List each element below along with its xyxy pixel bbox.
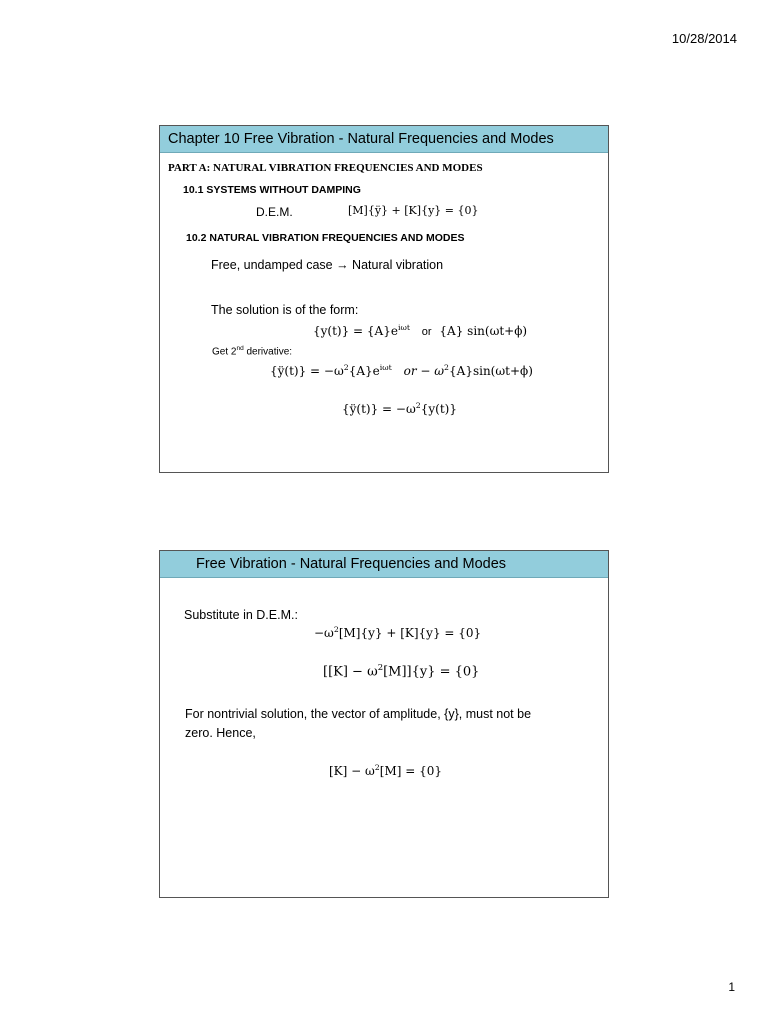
print-date: 10/28/2014 — [671, 31, 737, 46]
equation-2 — [323, 662, 479, 679]
deriv-or: or − ω — [403, 364, 445, 378]
result-equation — [342, 401, 457, 416]
section-10-1-heading: 10.1 SYSTEMS WITHOUT DAMPING — [183, 184, 361, 196]
deriv-square-1: 2 — [343, 363, 349, 372]
second-derivative-sup: nd — [236, 345, 244, 352]
section-10-2-heading: 10.2 NATURAL VIBRATION FREQUENCIES AND MODES — [186, 232, 465, 244]
eq2-part-a: [[K] − ω — [323, 664, 378, 680]
page-number: 1 — [728, 980, 735, 994]
eq1-part-b: [M]{y} + [K]{y} = {0} — [338, 626, 482, 640]
derivative-equation — [270, 363, 533, 378]
eq3-part-b: [M] = {0} — [379, 764, 443, 778]
dem-label: D.E.M. — [256, 205, 293, 219]
free-undamped-line: Free, undamped case → Natural vibration — [211, 258, 444, 272]
solution-exponent: iωt — [397, 323, 410, 332]
dem-equation: [M]{ÿ} + [K]{y} = {0} — [348, 204, 479, 217]
nontrivial-line-2: zero. Hence, — [185, 726, 256, 740]
slide-1-title: Chapter 10 Free Vibration - Natural Frequencies and Modes — [160, 126, 608, 153]
equation-1 — [314, 625, 481, 640]
part-a-heading: PART A: NATURAL VIBRATION FREQUENCIES AND MODES — [168, 162, 483, 174]
eq2-square: 2 — [377, 662, 384, 672]
solution-intro: The solution is of the form: — [211, 303, 359, 317]
result-square: 2 — [415, 401, 421, 410]
solution-eq-part-a: {y(t)} = {A}e — [313, 324, 398, 338]
deriv-eq-part-b: {A}e — [348, 364, 380, 378]
result-eq-part-a: {ÿ(t)} = −ω — [342, 402, 416, 416]
slide-2 — [159, 550, 609, 898]
second-derivative-label — [212, 345, 292, 357]
second-derivative-a: Get 2 — [212, 346, 237, 358]
eq3-part-a: [K] − ω — [329, 764, 375, 778]
eq3-square: 2 — [374, 763, 380, 772]
eq1-part-a: −ω — [314, 626, 334, 640]
deriv-eq-part-a: {ÿ(t)} = −ω — [270, 364, 344, 378]
deriv-exponent: iωt — [379, 363, 392, 372]
result-eq-part-b: {y(t)} — [420, 402, 457, 416]
slide-2-title: Free Vibration - Natural Frequencies and Modes — [160, 551, 608, 578]
solution-equation — [313, 323, 527, 338]
nontrivial-line-1: For nontrivial solution, the vector of amplitude, {y}, must not be — [185, 707, 532, 721]
second-derivative-b: derivative: — [243, 346, 293, 358]
deriv-square-2: 2 — [444, 363, 450, 372]
deriv-eq-part-c: {A}sin(ωt+ϕ) — [449, 364, 533, 378]
solution-eq-part-b: {A} sin(ωt+ϕ) — [439, 324, 528, 338]
slide-1 — [159, 125, 609, 473]
eq2-part-b: [M]]{y} = {0} — [383, 664, 480, 680]
substitute-line: Substitute in D.E.M.: — [184, 608, 298, 622]
solution-or: or — [421, 326, 432, 338]
eq1-square: 2 — [333, 625, 339, 634]
equation-3 — [329, 763, 442, 778]
